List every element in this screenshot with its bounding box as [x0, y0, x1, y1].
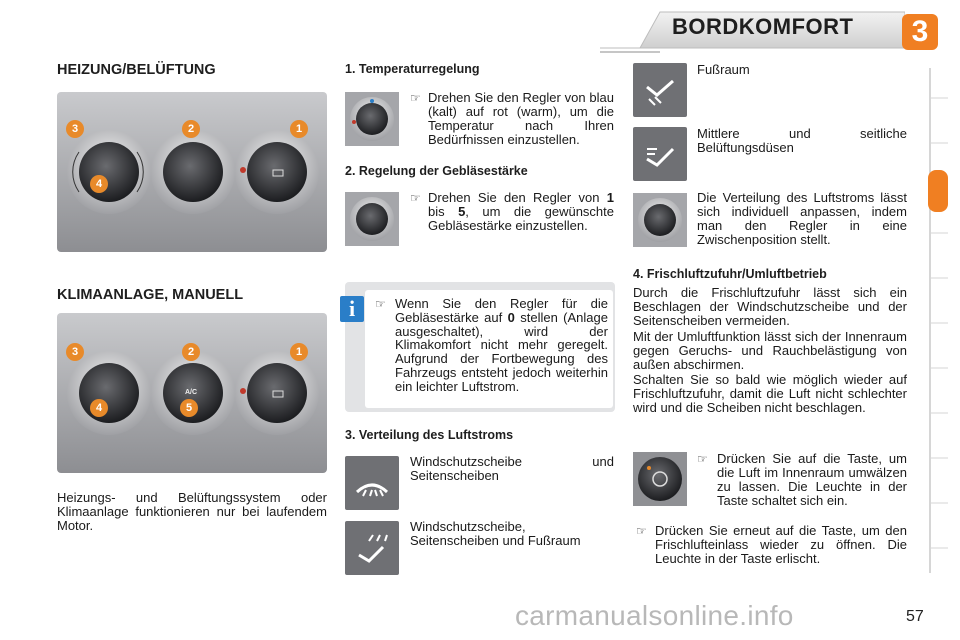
chapter-number: 3	[911, 15, 929, 48]
recirculation-button-thumbnail	[633, 452, 687, 506]
callout-3: 3	[66, 120, 84, 138]
chapter-tab-strip	[928, 68, 948, 573]
watermark: carmanualsonline.info	[515, 600, 794, 631]
temperature-instruction: Drehen Sie den Regler von blau (kalt) auf rot (warm), um die Temperatur nach Ihren Bedürfnissen einzustellen.	[428, 90, 614, 147]
distribution-vents: Mittlere und seitliche Belüftungsdüsen	[697, 126, 907, 155]
recirculation-off-instruction: Drücken Sie erneut auf die Taste, um den Frischlufteinlass wieder zu öffnen. Die Leuchte in der Taste erlischt.	[655, 523, 907, 566]
fan-knob-thumbnail	[345, 192, 399, 246]
heading-heating-ventilation: HEIZUNG/BELÜFTUNG	[57, 62, 216, 78]
footwell-icon	[633, 63, 687, 117]
bullet-icon: ☞	[410, 91, 421, 105]
page-number: 57	[906, 608, 924, 625]
active-chapter-tab	[928, 170, 948, 212]
section-2-title: 2. Regelung der Gebläsestärke	[345, 164, 528, 178]
switch-back-paragraph: Schalten Sie so bald wie möglich wieder auf Frischluftzufuhr, damit die Luft nicht schlechter wird und die Scheiben nicht beschlagen.	[633, 372, 907, 415]
info-fan-off-note: Wenn Sie den Regler für die Gebläsestärke auf 0 stellen (Anlage ausgeschaltet), wird der Klimakomfort nicht mehr geregelt. Aufgrund der Fortbewegung des Fahrzeugs entsteht jedoch weiterhin ein leichter Luftstrom.	[395, 296, 608, 394]
vents-icon	[633, 127, 687, 181]
callout-4: 4	[90, 399, 108, 417]
windshield-defrost-icon	[345, 456, 399, 510]
info-icon: i	[340, 296, 364, 322]
section-3-title: 3. Verteilung des Luftstroms	[345, 428, 514, 442]
page-title: BORDKOMFORT	[672, 14, 854, 39]
distribution-knob-thumbnail	[633, 193, 687, 247]
callout-2: 2	[182, 343, 200, 361]
callout-3: 3	[66, 343, 84, 361]
distribution-custom-note: Die Verteilung des Luftstroms lässt sich individuell anpassen, indem man den Regler in eine Zwischenposition stellt.	[697, 190, 907, 247]
fan-speed-instruction: Drehen Sie den Regler von 1 bis 5, um die gewünschte Gebläsestärke einzustellen.	[428, 190, 615, 233]
recirculation-paragraph: Mit der Umluftfunktion lässt sich der Innenraum gegen Geruchs- und Rauchbelästigung von außen abschirmen.	[633, 329, 907, 372]
section-1-title: 1. Temperaturregelung	[345, 62, 480, 76]
windshield-footwell-icon	[345, 521, 399, 575]
recirculation-on-instruction: Drücken Sie auf die Taste, um die Luft im Innenraum umwälzen zu lassen. Die Leuchte in der Taste schaltet sich ein.	[717, 451, 907, 508]
callout-1: 1	[290, 343, 308, 361]
distribution-windshield-side: Windschutzscheibe und Seitenscheiben	[410, 454, 614, 483]
callout-2: 2	[182, 120, 200, 138]
bullet-icon: ☞	[410, 191, 421, 205]
control-panel-heating-image	[57, 92, 327, 252]
section-4-title: 4. Frischluftzufuhr/Umluftbetrieb	[633, 267, 827, 281]
callout-5: 5	[180, 399, 198, 417]
callout-4: 4	[90, 175, 108, 193]
fresh-air-paragraph: Durch die Frischluftzufuhr lässt sich ein Beschlagen der Windschutzscheibe und der Seitenscheiben vermeiden.	[633, 285, 907, 328]
temperature-knob-thumbnail	[345, 92, 399, 146]
distribution-windshield-footwell: Windschutzscheibe, Seitenscheiben und Fußraum	[410, 519, 581, 548]
callout-1: 1	[290, 120, 308, 138]
ac-button-label: A/C	[185, 389, 198, 396]
bullet-icon: ☞	[375, 297, 386, 311]
heading-air-conditioning: KLIMAANLAGE, MANUELL	[57, 287, 244, 303]
bullet-icon: ☞	[636, 524, 647, 538]
distribution-footwell: Fußraum	[697, 62, 750, 77]
bullet-icon: ☞	[697, 452, 708, 466]
engine-running-note: Heizungs- und Belüftungssystem oder Klimaanlage funktionieren nur bei laufendem Motor.	[57, 490, 327, 533]
